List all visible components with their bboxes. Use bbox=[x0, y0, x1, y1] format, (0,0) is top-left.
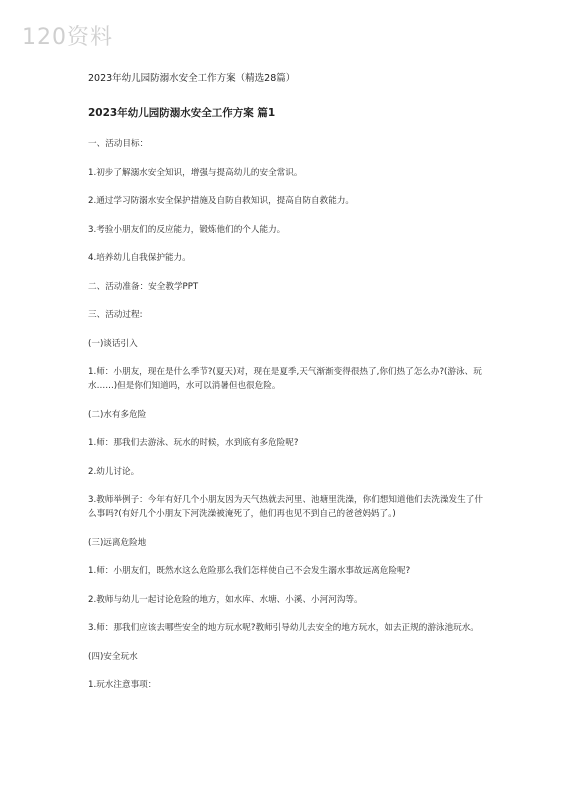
paragraph-objective-3: 3.考验小朋友们的反应能力，锻炼他们的个人能力。 bbox=[88, 224, 286, 235]
paragraph-objective-1: 1.初步了解溺水安全知识，增强与提高幼儿的安全常识。 bbox=[88, 167, 303, 178]
watermark-logo: 120资料 bbox=[22, 25, 113, 50]
paragraph-danger-1: 1.师：那我们去游泳、玩水的时候，水到底有多危险呢? bbox=[88, 438, 299, 448]
paragraph-objectives-heading: 一、活动目标： bbox=[88, 139, 149, 149]
paragraph-intro-1: 1.师：小朋友，现在是什么季节?(夏天)对，现在是夏季,天气渐渐变得很热了,你们热了怎么办?(游泳、玩水……)但是你们知道吗，水可以消暑但也很危险。 bbox=[88, 367, 482, 391]
paragraph-danger-3: 3.教师举例子：今年有好几个小朋友因为天气热就去河里、池塘里洗澡，你们想知道他们去洗澡发生了什么事吗?(有好几个小朋友下河洗澡被淹死了，他们再也见不到自己的爸爸妈妈了。) bbox=[88, 495, 483, 519]
document-body bbox=[88, 72, 488, 707]
paragraph-preparation: 二、活动准备：安全教学PPT bbox=[88, 281, 199, 292]
paragraph-safe-play-1: 1.玩水注意事项： bbox=[88, 680, 157, 690]
paragraph-subheading-avoid: (三)远离危险地 bbox=[88, 537, 147, 548]
section-heading: 2023年幼儿园防溺水安全工作方案 篇1 bbox=[88, 107, 276, 119]
paragraph-avoid-2: 2.教师与幼儿一起讨论危险的地方，如水库、水塘、小溪、小河河沟等。 bbox=[88, 594, 363, 605]
paragraph-avoid-3: 3.师：那我们应该去哪些安全的地方玩水呢?教师引导幼儿去安全的地方玩水，如去正规的游泳池玩水。 bbox=[88, 623, 479, 633]
paragraph-subheading-safe-play: (四)安全玩水 bbox=[88, 651, 138, 662]
paragraph-avoid-1: 1.师：小朋友们，既然水这么危险那么我们怎样使自己不会发生溺水事故远离危险呢? bbox=[88, 566, 411, 576]
paragraph-subheading-danger: (二)水有多危险 bbox=[88, 409, 147, 420]
paragraph-process-heading: 三、活动过程: bbox=[88, 310, 143, 320]
paragraph-objective-2: 2.通过学习防溺水安全保护措施及自防自救知识，提高自防自救能力。 bbox=[88, 196, 355, 206]
paragraph-objective-4: 4.培养幼儿自我保护能力。 bbox=[88, 253, 191, 263]
paragraph-danger-2: 2.幼儿讨论。 bbox=[88, 466, 140, 477]
document-title: 2023年幼儿园防溺水安全工作方案（精选28篇） bbox=[88, 73, 296, 84]
paragraph-subheading-intro: (一)谈话引入 bbox=[88, 338, 138, 349]
